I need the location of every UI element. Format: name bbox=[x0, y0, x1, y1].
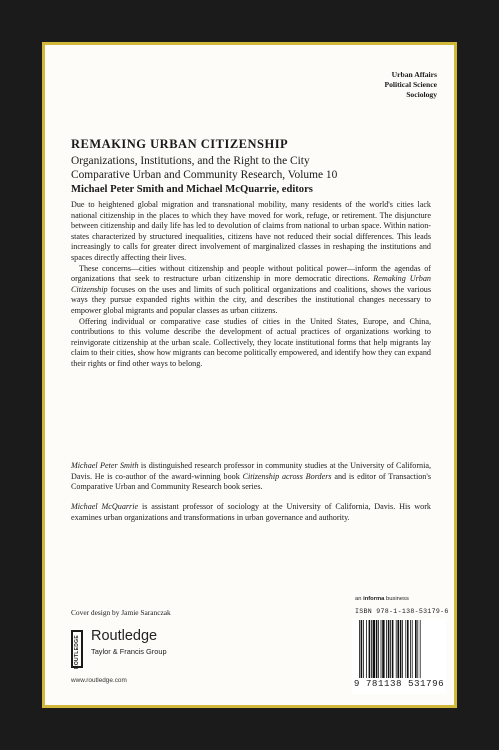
subject-categories bbox=[384, 70, 437, 100]
publisher-name: Routledge bbox=[91, 628, 158, 644]
publisher-website[interactable]: www.routledge.com bbox=[71, 677, 127, 684]
informa-business-tag: an informa business bbox=[355, 596, 409, 602]
cover-design-credit: Cover design by Jamie Saranczak bbox=[71, 608, 171, 617]
series-line: Comparative Urban and Community Research, Volume 10 bbox=[71, 169, 338, 181]
barcode-number: 9 781138 531796 bbox=[353, 678, 445, 689]
cover-panel bbox=[42, 42, 457, 708]
description-paragraph-3: Offering individual or comparative case studies of cities in the United States, Europe, and China, contributions to this volume describe the development of actual practices of organizations working to reinvigorate citizenship at the urban scale. Collectively, they locate institutional forms that help migrants lay claim to their cities, show how migrants can become politically empowered, and identify how they can expand their rights or find other ways to belong. bbox=[71, 316, 431, 368]
description bbox=[71, 200, 431, 370]
bio-book-title: Citizenship across Borders bbox=[242, 471, 332, 481]
description-paragraph-2: These concerns—cities without citizenship and people without political power—inform the agendas of organizations that seek to restructure urban citizenship in more democratic directions. Remaking Urban Citizenship focuses on the uses and limits of such political organizations and coalitions, shows the various ways they pursue expanded rights within the city, and describes the institutional changes necessary to empower global migrants and popular classes as urban citizens. bbox=[71, 263, 431, 315]
editor-bio-mcquarrie: Michael McQuarrie is assistant professor of sociology at the University of California, Davis. His work examines urban organizations and transformations in urban governance and authority. bbox=[71, 502, 431, 522]
editor-bio-smith: Michael Peter Smith is distinguished research professor in community studies at the University of California, Davis. He is co-author of the award-winning book Citizenship across Borders and is editor of Transaction's Comparative Urban and Community Research book series. bbox=[71, 461, 432, 492]
barcode bbox=[352, 618, 446, 694]
barcode-bars bbox=[358, 620, 444, 678]
description-paragraph-1: Due to heightened global migration and transnational mobility, many residents of the world's cities lack national citizenship in the places to which they have moved for work, refuge, or retirement. The disjuncture between citizenship and daily life has led to devolution of claims from national to urban space. Within nation-states characterized by structured inequalities, citizens have not reduced their social differences. This leads increasingly to calls for greater direct involvement of marginalized classes in reshaping the institutions and spaces directly affecting their lives. bbox=[71, 200, 431, 262]
editors-line: Michael Peter Smith and Michael McQuarrie, editors bbox=[71, 184, 313, 195]
publisher-group: Taylor & Francis Group bbox=[91, 647, 167, 656]
book-title: REMAKING URBAN CITIZENSHIP bbox=[71, 137, 289, 151]
bio-name: Michael McQuarrie bbox=[71, 502, 139, 511]
routledge-logo-mark: ROUTLEDGE bbox=[71, 630, 83, 668]
subject-sociology: Sociology bbox=[406, 90, 437, 99]
bio-name: Michael Peter Smith bbox=[71, 461, 139, 470]
book-title-italic: Remaking Urban Citizenship bbox=[71, 274, 431, 294]
subject-urban-affairs: Urban Affairs bbox=[391, 70, 437, 79]
subject-political-science: Political Science bbox=[384, 80, 437, 89]
book-subtitle-block bbox=[71, 154, 441, 182]
isbn-label: ISBN 978-1-138-53179-6 bbox=[355, 608, 449, 615]
book-subtitle: Organizations, Institutions, and the Right to the City bbox=[71, 155, 310, 167]
